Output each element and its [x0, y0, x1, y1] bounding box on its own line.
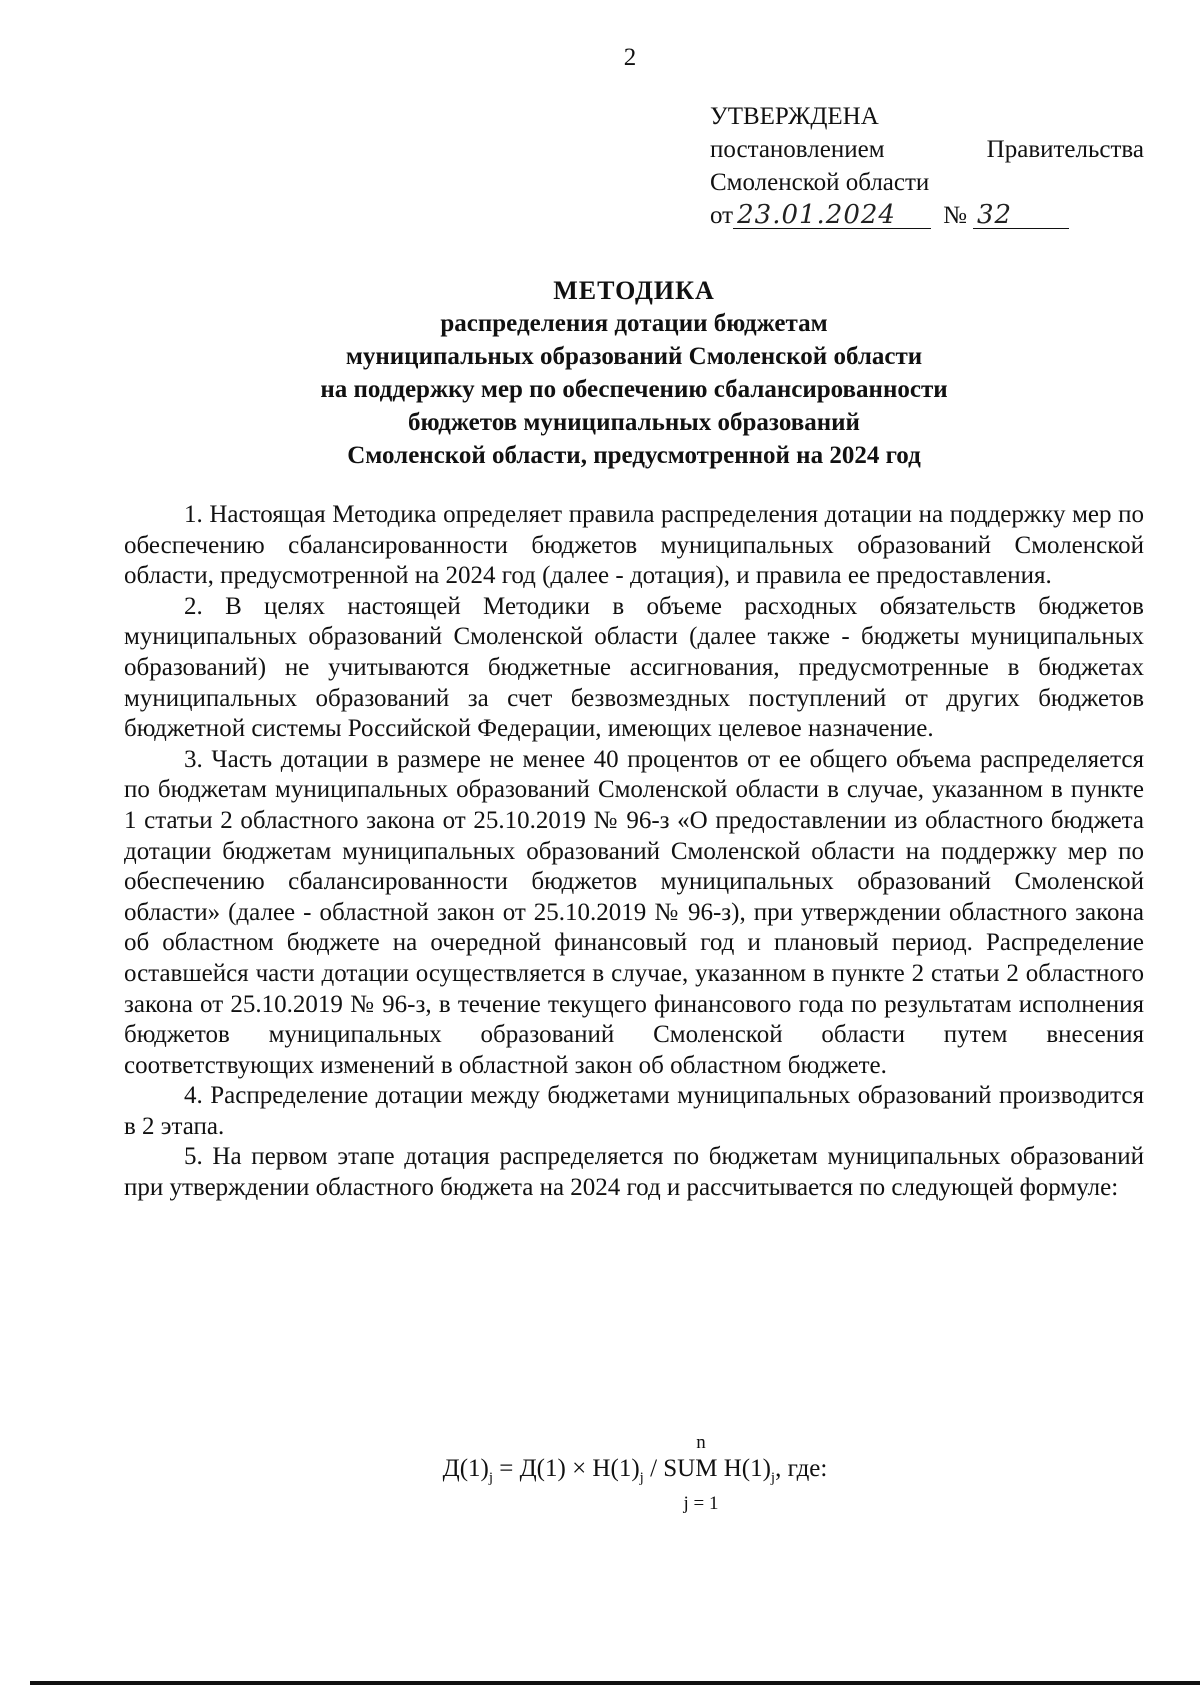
- distribution-formula: [0, 1432, 1200, 1515]
- handwritten-number: 32: [973, 202, 1069, 229]
- formula-subscript: j: [488, 1470, 494, 1486]
- title-line: распределения дотации бюджетам: [440, 310, 828, 337]
- approval-authority-right: Правительства: [986, 136, 1144, 163]
- formula-subscript: j: [770, 1470, 776, 1486]
- page-bottom-border: [30, 1681, 1200, 1685]
- approval-authority-left: постановлением: [710, 136, 885, 163]
- approval-stamp: [710, 100, 1144, 232]
- title-line: Смоленской области, предусмотренной на 2024 год: [347, 442, 921, 469]
- number-sign: №: [943, 202, 967, 229]
- formula-part: = Д(1) × Н(1): [493, 1455, 640, 1482]
- document-title: [0, 274, 1200, 472]
- paragraph-2: 2. В целях настоящей Методики в объеме расходных обязательств бюджетов муниципальных образований Смоленской области (далее также - бюджеты муниципальных образований) не учитываются бюджетные ассигнования, предусмотренные в бюджетах муниципальных образований за счет безвозмездных поступлений от других бюджетов бюджетной системы Российской Федерации, имеющих целевое назначение.: [124, 592, 1144, 743]
- title-main: МЕТОДИКА: [553, 276, 715, 305]
- approval-date-line: [710, 199, 1144, 232]
- document-body: [124, 500, 1144, 1204]
- title-line: муниципальных образований Смоленской области: [345, 343, 923, 370]
- paragraph-1: 1. Настоящая Методика определяет правила распределения дотации на поддержку мер по обеспечению сбалансированности бюджетов муниципальных образований Смоленской области, предусмотренной на 2024 год (далее - дотация), и правила ее предоставления.: [124, 501, 1144, 590]
- formula-part: , где:: [775, 1455, 828, 1482]
- formula-expression: [0, 1454, 1200, 1493]
- approval-authority-line: [710, 133, 1144, 166]
- handwritten-date: 23.01.2024: [733, 202, 931, 229]
- title-line: на поддержку мер по обеспечению сбалансированности: [320, 376, 948, 403]
- title-line: бюджетов муниципальных образований: [408, 409, 860, 436]
- date-prefix: от: [710, 202, 734, 229]
- formula-subscript: j: [639, 1470, 644, 1486]
- approval-region: Смоленской области: [710, 169, 930, 196]
- formula-lower-limit: j = 1: [683, 1493, 719, 1514]
- formula-part: / SUM Н(1): [643, 1455, 771, 1482]
- paragraph-3: 3. Часть дотации в размере не менее 40 процентов от ее общего объема распределяется по бюджетам муниципальных образований Смоленской области в случае, указанном в пункте 1 статьи 2 областного закона от 25.10.2019 № 96-з «О предоставлении из областного бюджета дотации бюджетам муниципальных образований Смоленской области на поддержку мер по обеспечению сбалансированности бюджетов муниципальных образований Смоленской области» (далее - областной закон от 25.10.2019 № 96-з), при утверждении областного закона об областном бюджете на очередной финансовый год и плановый период. Распределение оставшейся части дотации осуществляется в случае, указанном в пункте 2 статьи 2 областного закона от 25.10.2019 № 96-з, в течение текущего финансового года по результатам исполнения бюджетов муниципальных образований Смоленской области путем внесения соответствующих изменений в областной закон об областном бюджете.: [124, 745, 1144, 1079]
- approval-heading: УТВЕРЖДЕНА: [710, 103, 879, 130]
- formula-part: Д(1): [442, 1455, 489, 1482]
- formula-upper-limit: n: [696, 1432, 706, 1453]
- page-number: 2: [623, 44, 637, 71]
- paragraph-5: 5. На первом этапе дотация распределяется по бюджетам муниципальных образований при утверждении областного бюджета на 2024 год и рассчитывается по следующей формуле:: [124, 1143, 1144, 1202]
- paragraph-4: 4. Распределение дотации между бюджетами муниципальных образований производится в 2 этапа.: [124, 1082, 1144, 1140]
